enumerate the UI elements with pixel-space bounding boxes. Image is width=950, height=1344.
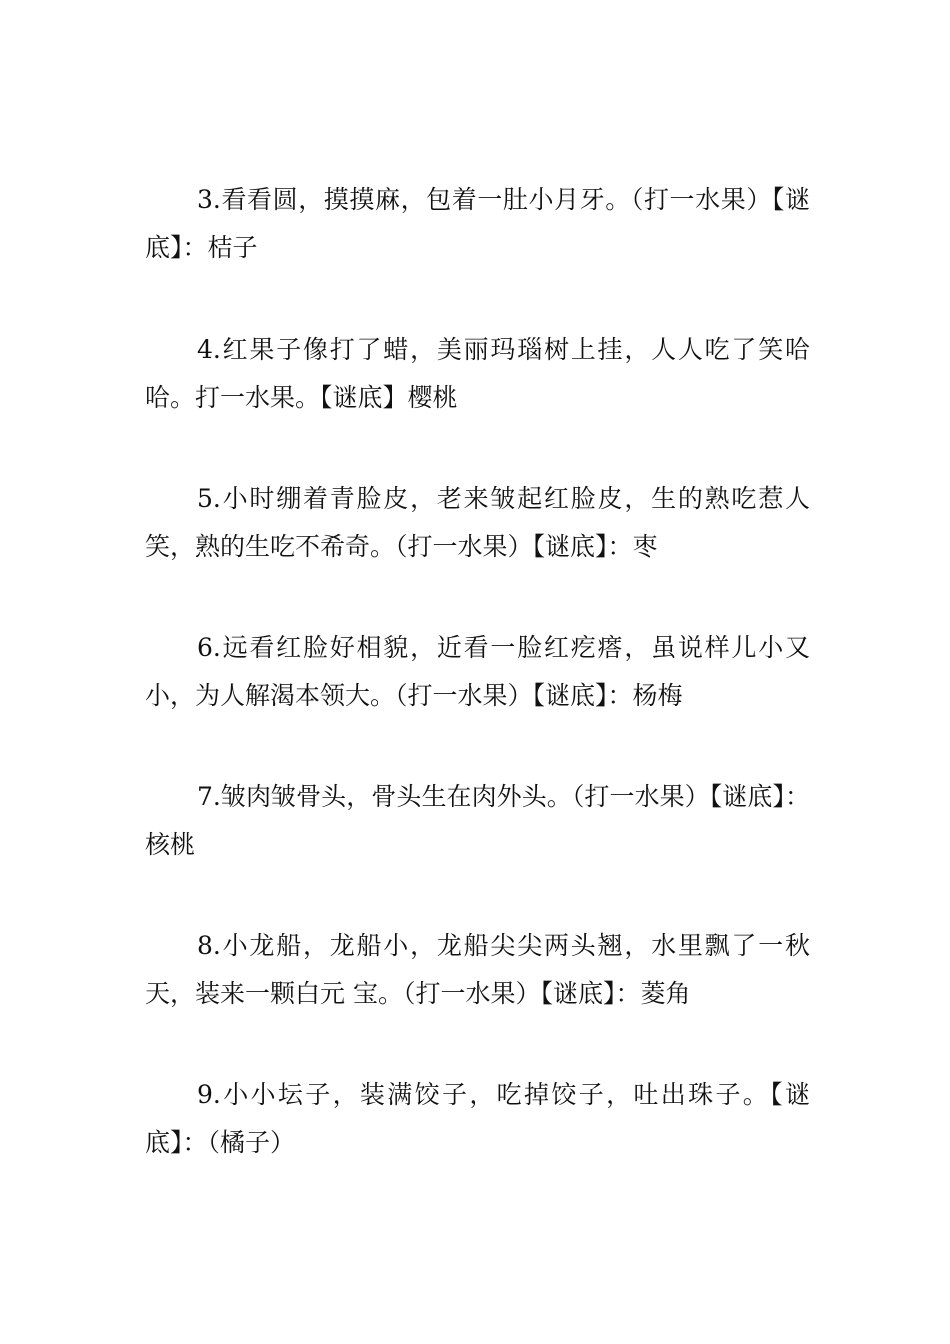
riddle-8-text: 8.小龙船，龙船小，龙船尖尖两头翘，水里飘了一秋天，装来一颗白元 宝。（打一水果）【谜底】：菱角 — [145, 931, 810, 1008]
riddle-3 — [145, 176, 810, 272]
riddle-4-text: 4.红果子像打了蜡，美丽玛瑙树上挂，人人吃了笑哈哈。打一水果。【谜底】樱桃 — [145, 335, 810, 412]
riddle-8 — [145, 922, 810, 1018]
riddle-6 — [145, 624, 810, 720]
riddle-9 — [145, 1071, 810, 1167]
riddle-7 — [145, 773, 810, 869]
riddle-5 — [145, 475, 810, 571]
riddle-6-text: 6.远看红脸好相貌，近看一脸红疙瘩，虽说样儿小又小，为人解渴本领大。（打一水果）【谜底】：杨梅 — [145, 633, 810, 710]
riddle-9-text: 9.小小坛子，装满饺子，吃掉饺子，吐出珠子。【谜底】：（橘子） — [145, 1080, 810, 1157]
riddle-5-text: 5.小时绷着青脸皮，老来皱起红脸皮，生的熟吃惹人笑，熟的生吃不希奇。（打一水果）【谜底】：枣 — [145, 484, 810, 561]
riddle-7-text: 7.皱肉皱骨头，骨头生在肉外头。（打一水果）【谜底】：核桃 — [145, 782, 810, 859]
riddle-3-text: 3.看看圆，摸摸麻，包着一肚小月牙。（打一水果）【谜底】：桔子 — [145, 185, 810, 262]
riddle-4 — [145, 326, 810, 422]
